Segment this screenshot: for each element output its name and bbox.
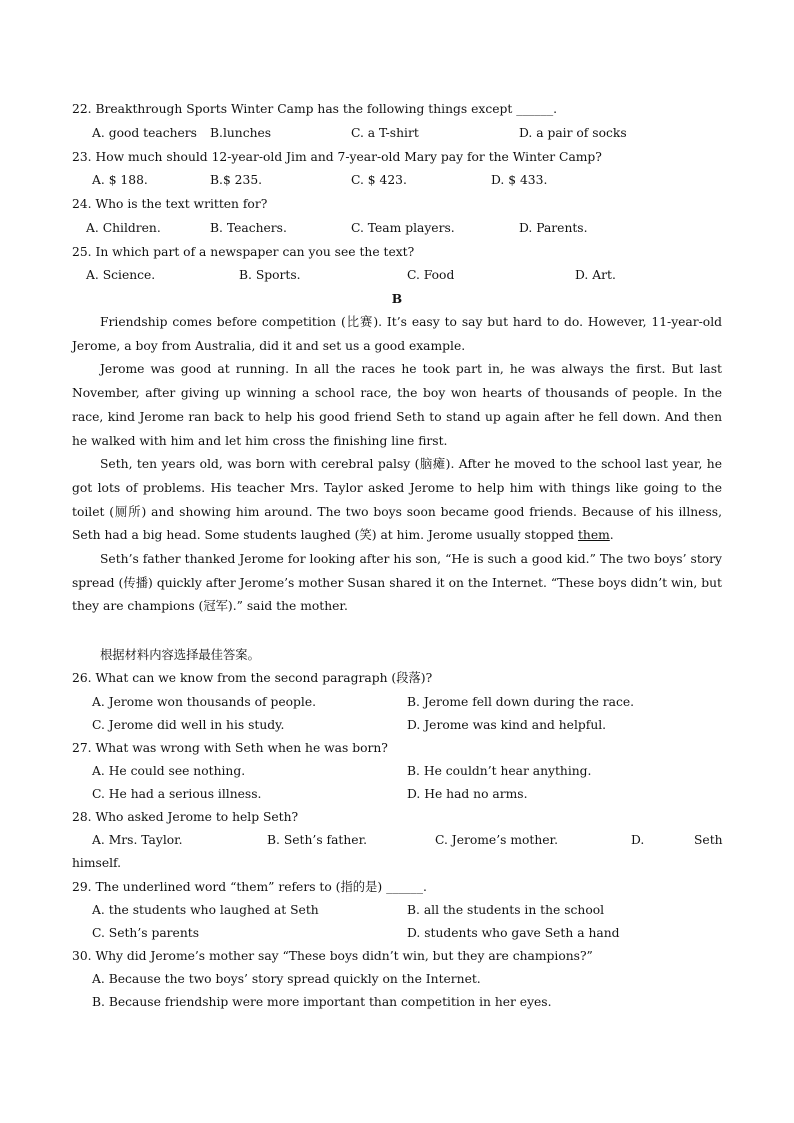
question-27-option-b: B. He couldn’t hear anything. — [407, 764, 592, 778]
question-28-option-d-text: Seth — [694, 833, 723, 847]
question-29-option-a: A. the students who laughed at Seth — [92, 903, 319, 917]
question-23-stem: 23. How much should 12-year-old Jim and 7-year-old Mary pay for the Winter Camp? — [72, 150, 602, 164]
passage-paragraph-1: Friendship comes before competition (比赛). It’s easy to say but hard to do. However, 11-year-old Jerome, a boy from Australia, did it and set us a good example. — [72, 315, 722, 353]
question-24-option-a: A. Children. — [86, 221, 161, 235]
paragraph-3-end: . — [609, 528, 614, 543]
question-27-option-d: D. He had no arms. — [407, 787, 528, 801]
question-29-stem: 29. The underlined word “them” refers to (指的是) ______. — [72, 880, 427, 894]
question-28-stem: 28. Who asked Jerome to help Seth? — [72, 810, 299, 824]
question-28-option-d-continued: himself. — [72, 856, 122, 870]
question-23-option-a: A. $ 188. — [92, 173, 148, 187]
question-26-stem: 26. What can we know from the second paragraph (段落)? — [72, 671, 433, 685]
passage — [72, 311, 722, 619]
question-24-option-d: D. Parents. — [519, 221, 588, 235]
question-26-option-a: A. Jerome won thousands of people. — [92, 695, 317, 709]
question-23-option-d: D. $ 433. — [491, 173, 548, 187]
question-22-option-d: D. a pair of socks — [519, 126, 627, 140]
question-29-option-b: B. all the students in the school — [407, 903, 605, 917]
question-25-option-d: D. Art. — [575, 268, 616, 282]
question-25-option-c: C. Food — [407, 268, 455, 282]
question-28-option-b: B. Seth’s father. — [267, 833, 368, 847]
question-22-stem: 22. Breakthrough Sports Winter Camp has the following things except ______. — [72, 102, 558, 116]
question-22-option-a: A. good teachers — [92, 126, 197, 140]
question-27-stem: 27. What was wrong with Seth when he was born? — [72, 741, 388, 755]
question-28-option-c: C. Jerome’s mother. — [435, 833, 558, 847]
question-28-option-a: A. Mrs. Taylor. — [92, 833, 183, 847]
question-26-option-c: C. Jerome did well in his study. — [92, 718, 285, 732]
question-26-option-b: B. Jerome fell down during the race. — [407, 695, 635, 709]
question-30-option-a: A. Because the two boys’ story spread quickly on the Internet. — [92, 972, 481, 986]
question-27-option-c: C. He had a serious illness. — [92, 787, 262, 801]
question-24-stem: 24. Who is the text written for? — [72, 197, 268, 211]
underlined-word-them: them — [577, 528, 610, 543]
paragraph-3-text: Seth, ten years old, was born with cerebral palsy (脑瘫). After he moved to the school last year, he got lots of problems. His teacher Mrs. Taylor asked Jerome to help him with things like going to the toilet (厕所) and showing him around. The two boys soon became good friends. Because of his illness, Seth had a big head. Some students laughed (笑) at him. Jerome usually stopped — [72, 457, 722, 543]
passage-paragraph-2: Jerome was good at running. In all the races he took part in, he was always the first. But last November, after giving up winning a school race, the boy won hearts of thousands of people. In the race, kind Jerome ran back to help his good friend Seth to stand up again after he fell down. And then he walked with him and let him cross the finishing line first. — [72, 362, 722, 448]
question-25-stem: 25. In which part of a newspaper can you see the text? — [72, 245, 415, 259]
passage-paragraph-4: Seth’s father thanked Jerome for looking after his son, “He is such a good kid.” The two boys’ story spread (传播) quickly after Jerome’s mother Susan shared it on the Internet. “These boys didn’t win, but they are champions (冠军).” said the mother. — [72, 552, 722, 614]
question-22-option-c: C. a T-shirt — [351, 126, 419, 140]
question-26-option-d: D. Jerome was kind and helpful. — [407, 718, 607, 732]
question-24-option-b: B. Teachers. — [210, 221, 287, 235]
question-23-option-c: C. $ 423. — [351, 173, 407, 187]
question-30-stem: 30. Why did Jerome’s mother say “These boys didn’t win, but they are champions?” — [72, 949, 593, 963]
question-29-option-c: C. Seth’s parents — [92, 926, 200, 940]
question-25-option-a: A. Science. — [86, 268, 156, 282]
question-27-option-a: A. He could see nothing. — [92, 764, 246, 778]
question-23-option-b: B.$ 235. — [210, 173, 263, 187]
question-25-option-b: B. Sports. — [239, 268, 301, 282]
question-30-option-b: B. Because friendship were more important than competition in her eyes. — [92, 995, 552, 1009]
passage-paragraph-3 — [72, 453, 722, 548]
section-b-label: B — [391, 291, 403, 306]
instruction-text: 根据材料内容选择最佳答案。 — [100, 648, 260, 662]
question-29-option-d: D. students who gave Seth a hand — [407, 926, 620, 940]
question-22-option-b: B.lunches — [210, 126, 272, 140]
question-28-option-d: D. — [631, 833, 645, 847]
question-24-option-c: C. Team players. — [351, 221, 455, 235]
